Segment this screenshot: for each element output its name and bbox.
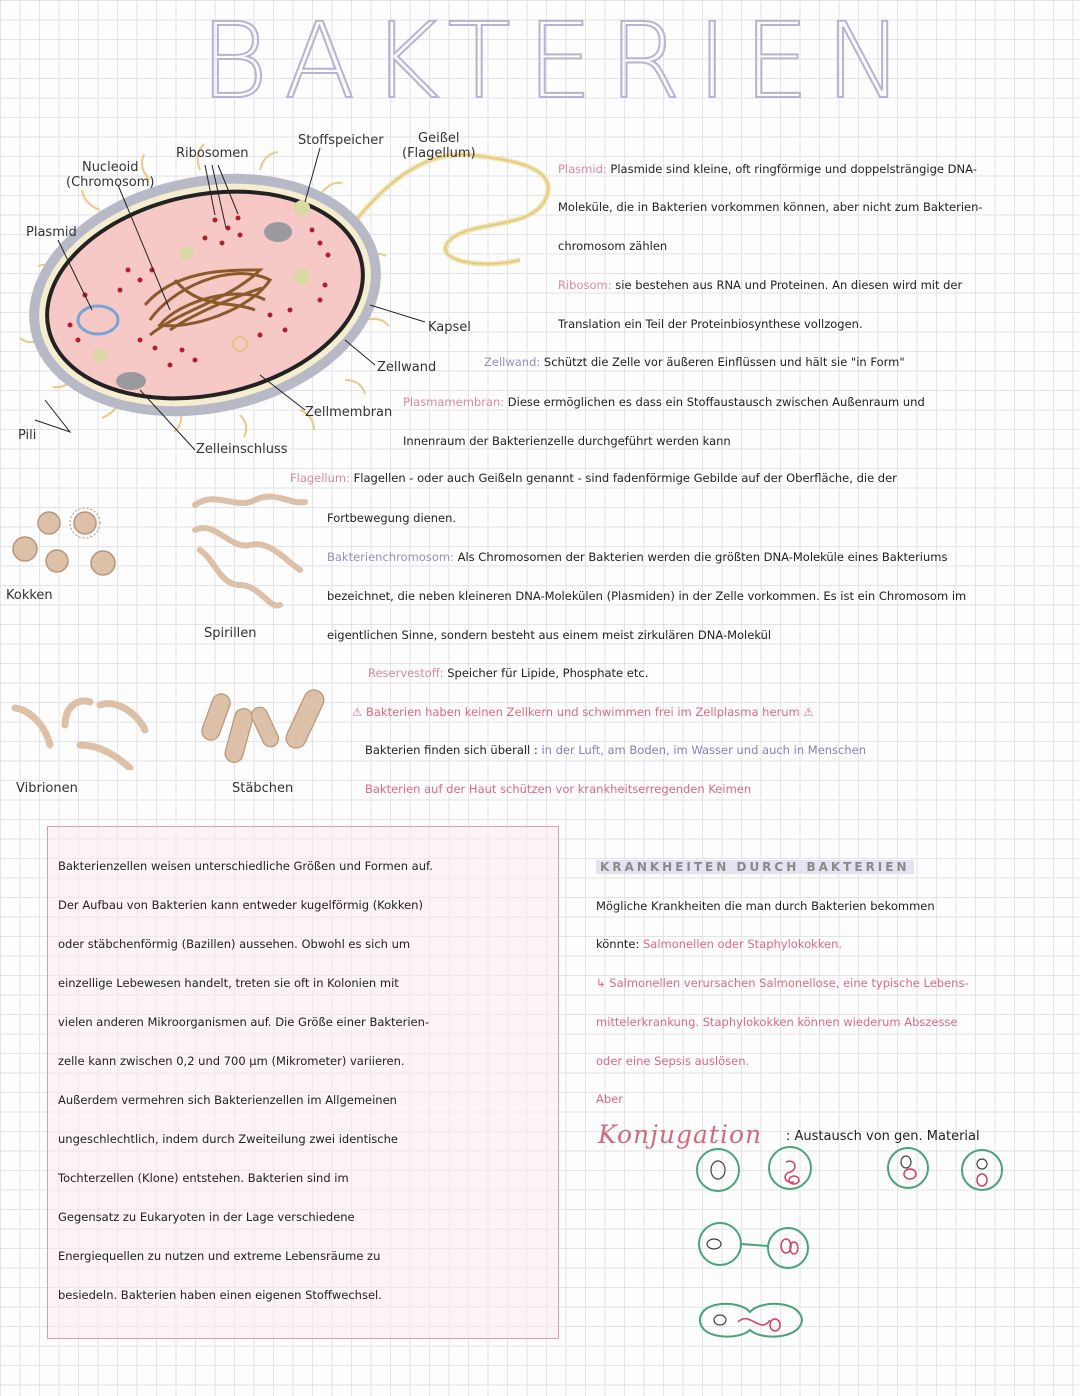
konjugation-desc: : Austausch von gen. Material: [786, 1129, 980, 1144]
def-text: Speicher für Lipide, Phosphate etc.: [447, 666, 649, 680]
page-title: BAKTERIEN: [200, 0, 920, 122]
krank-line: ↳ Salmonellen verursachen Salmonellose, eine typische Lebens-: [596, 976, 969, 990]
def-plasmamembran: [403, 395, 925, 409]
def-reservestoff: [368, 666, 648, 680]
krank-text: könnte:: [596, 937, 640, 951]
def-text: Flagellen - oder auch Geißeln genannt - sind fadenförmige Gebilde auf der Oberfläche, die der: [353, 471, 897, 485]
def-flagellum: [290, 471, 897, 485]
def-text: Schützt die Zelle vor äußeren Einflüssen und hält sie "in Form": [543, 355, 905, 369]
krank-line: [596, 937, 842, 951]
label-zellwand: Zellwand: [377, 360, 437, 375]
konjugation-illustration: [690, 1140, 1030, 1360]
krank-aber: Aber: [596, 1092, 623, 1106]
box-line: Bakterienzellen weisen unterschiedliche Größen und Formen auf.: [58, 859, 433, 873]
krank-line: Mögliche Krankheiten die man durch Bakterien bekommen: [596, 899, 935, 913]
label-spirillen: Spirillen: [204, 626, 257, 641]
def-line: Moleküle, die in Bakterien vorkommen können, aber nicht zum Bakterien-: [558, 200, 983, 214]
label-geissel: Geißel (Flagellum): [402, 131, 476, 161]
def-ribosom: [558, 278, 962, 292]
def-term: Plasmid:: [558, 162, 607, 176]
label-plasmid: Plasmid: [26, 225, 77, 240]
label-nucleoid: Nucleoid (Chromosom): [66, 160, 155, 190]
box-line: Tochterzellen (Klone) entstehen. Bakterien sind im: [58, 1171, 349, 1185]
konjugation-heading: Konjugation: [598, 1120, 763, 1149]
fact-text: Bakterien finden sich überall :: [365, 743, 538, 757]
label-zellmembran: Zellmembran: [305, 405, 393, 420]
box-line: einzellige Lebewesen handelt, treten sie oft in Kolonien mit: [58, 976, 399, 990]
def-zellwand: [484, 355, 905, 369]
def-line: bezeichnet, die neben kleineren DNA-Molekülen (Plasmiden) in der Zelle vorkommen. Es ist ein Chromosom im: [327, 589, 967, 603]
box-line: besiedeln. Bakterien haben einen eigenen Stoffwechsel.: [58, 1288, 382, 1302]
def-line: chromosom zählen: [558, 239, 668, 253]
label-vibrionen: Vibrionen: [16, 781, 78, 796]
fact-haut: Bakterien auf der Haut schützen vor krankheitserregenden Keimen: [365, 782, 752, 796]
def-text: Plasmide sind kleine, oft ringförmige und doppelsträngige DNA-: [610, 162, 977, 176]
def-line: eigentlichen Sinne, sondern besteht aus einem meist zirkulären DNA-Molekül: [327, 628, 772, 642]
def-text: Als Chromosomen der Bakterien werden die größten DNA-Moleküle eines Bakteriums: [457, 550, 948, 564]
def-line: Translation ein Teil der Proteinbiosynthese vollzogen.: [558, 317, 863, 331]
label-kapsel: Kapsel: [428, 320, 471, 335]
box-line: oder stäbchenförmig (Bazillen) aussehen. Obwohl es sich um: [58, 937, 411, 951]
def-term: Zellwand:: [484, 355, 541, 369]
box-line: ungeschlechtlich, indem durch Zweiteilung zwei identische: [58, 1132, 398, 1146]
fact-text: in der Luft, am Boden, im Wasser und auch in Menschen: [541, 743, 867, 757]
staebchen-illustration: [195, 678, 345, 778]
def-text: Diese ermöglichen es dass ein Stoffaustausch zwischen Außenraum und: [507, 395, 925, 409]
label-stoffspeicher: Stoffspeicher: [298, 133, 384, 148]
def-line: Innenraum der Bakterienzelle durchgeführt werden kann: [403, 434, 731, 448]
section-title-krankheiten: KRANKHEITEN DURCH BAKTERIEN: [596, 860, 914, 874]
warn-icon: ⚠: [799, 705, 814, 719]
krank-text: Salmonellen oder Staphylokokken.: [642, 937, 843, 951]
box-line: zelle kann zwischen 0,2 und 700 µm (Mikrometer) variieren.: [58, 1054, 405, 1068]
def-text: sie bestehen aus RNA und Proteinen. An diesen wird mit der: [615, 278, 963, 292]
fact-ueberall: [365, 743, 866, 757]
box-line: Energiequellen zu nutzen und extreme Lebensräume zu: [58, 1249, 381, 1263]
label-pili: Pili: [18, 428, 37, 443]
label-ribosomen: Ribosomen: [176, 146, 249, 161]
label-kokken: Kokken: [6, 588, 53, 603]
def-term: Reservestoff:: [368, 666, 444, 680]
def-bakterienchromosom: [327, 550, 947, 564]
box-line: vielen anderen Mikroorganismen auf. Die Größe einer Bakterien-: [58, 1015, 430, 1029]
def-line: Fortbewegung dienen.: [327, 511, 457, 525]
label-staebchen: Stäbchen: [232, 781, 294, 796]
kokken-illustration: [5, 505, 125, 585]
krank-line: mittelerkrankung. Staphylokokken können wiederum Abszesse: [596, 1015, 958, 1029]
warn-icon: ⚠: [352, 705, 366, 719]
vibrionen-illustration: [5, 690, 165, 770]
box-line: Gegensatz zu Eukaryoten in der Lage verschiedene: [58, 1210, 355, 1224]
fact-kein-zellkern: [352, 705, 814, 719]
def-term: Ribosom:: [558, 278, 612, 292]
spirillen-illustration: [175, 490, 315, 620]
krank-line: oder eine Sepsis auslösen.: [596, 1054, 750, 1068]
def-term: Flagellum:: [290, 471, 350, 485]
def-plasmid: [558, 162, 977, 176]
info-box: [47, 826, 559, 1339]
box-line: Außerdem vermehren sich Bakterienzellen im Allgemeinen: [58, 1093, 397, 1107]
box-line: Der Aufbau von Bakterien kann entweder kugelförmig (Kokken): [58, 898, 423, 912]
label-zelleinschluss: Zelleinschluss: [196, 442, 288, 457]
def-term: Plasmamembran:: [403, 395, 505, 409]
fact-text: Bakterien haben keinen Zellkern und schwimmen frei im Zellplasma herum: [365, 705, 800, 719]
def-term: Bakterienchromosom:: [327, 550, 454, 564]
